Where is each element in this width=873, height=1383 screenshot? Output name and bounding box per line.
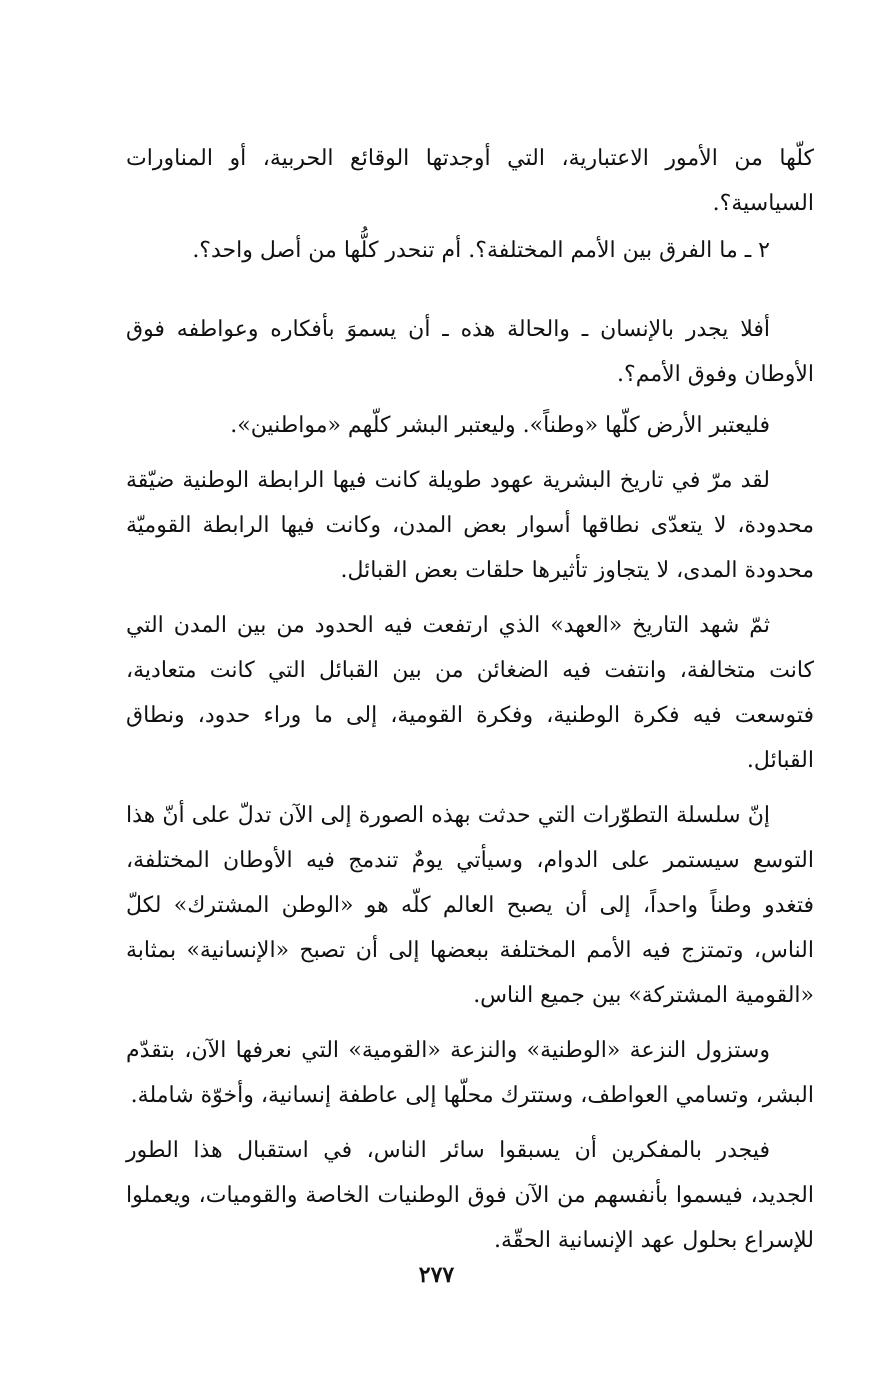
paragraph-9: فيجدر بالمفكرين أن يسبقوا سائر الناس، في استقبال هذا الطور الجديد، فيسموا بأنفسهم من الآن فوق الوطنيات الخاصة والقوميات، ويعملوا للإسراع بحلول عهد الإنسانية الحقّة. (126, 1138, 814, 1253)
paragraph-1: كلّها من الأمور الاعتبارية، التي أوجدتها الوقائع الحربية، أو المناورات السياسية؟. (126, 146, 814, 216)
paragraph-5: لقد مرّ في تاريخ البشرية عهود طويلة كانت فيها الرابطة الوطنية ضيّقة محدودة، لا يتعدّى نطاقها أسوار بعض المدن، وكانت فيها الرابطة القوميّة محدودة المدى، لا يتجاوز تأثيرها حلقات بعض القبائل. (126, 468, 814, 583)
page-number: ٢٧٧ (418, 1262, 455, 1288)
body-text (126, 136, 814, 1263)
paragraph-6: ثمّ شهد التاريخ «العهد» الذي ارتفعت فيه الحدود من بين المدن التي كانت متخالفة، وانتفت فيه الضغائن من بين القبائل التي كانت متعادية، فتوسعت فيه فكرة الوطنية، وفكرة القومية، إلى ما وراء حدود، ونطاق القبائل. (126, 613, 814, 773)
paragraph-8: وستزول النزعة «الوطنية» والنزعة «القومية» التي نعرفها الآن، بتقدّم البشر، وتسامي العواطف، وستترك محلّها إلى عاطفة إنسانية، وأخوّة شاملة. (126, 1038, 814, 1108)
paragraph-3: أفلا يجدر بالإنسان ـ والحالة هذه ـ أن يسموَ بأفكاره وعواطفه فوق الأوطان وفوق الأمم؟. (126, 317, 814, 387)
paragraph-2: ٢ ـ ما الفرق بين الأمم المختلفة؟. أم تنحدر كلُّها من أصل واحد؟. (192, 238, 770, 263)
paragraph-4: فليعتبر الأرض كلّها «وطناً». وليعتبر البشر كلّهم «مواطنين». (230, 413, 770, 438)
paragraph-7: إنّ سلسلة التطوّرات التي حدثت بهذه الصورة إلى الآن تدلّ على أنّ هذا التوسع سيستمر على الدوام، وسيأتي يومٌ تندمج فيه الأوطان المختلفة، فتغدو وطناً واحداً، إلى أن يصبح العالم كلّه هو «الوطن المشترك» لكلّ الناس، وتمتزج فيه الأمم المختلفة ببعضها إلى أن تصبح «الإنسانية» بمثابة «القومية المشتركة» بين جميع الناس. (126, 803, 814, 1008)
